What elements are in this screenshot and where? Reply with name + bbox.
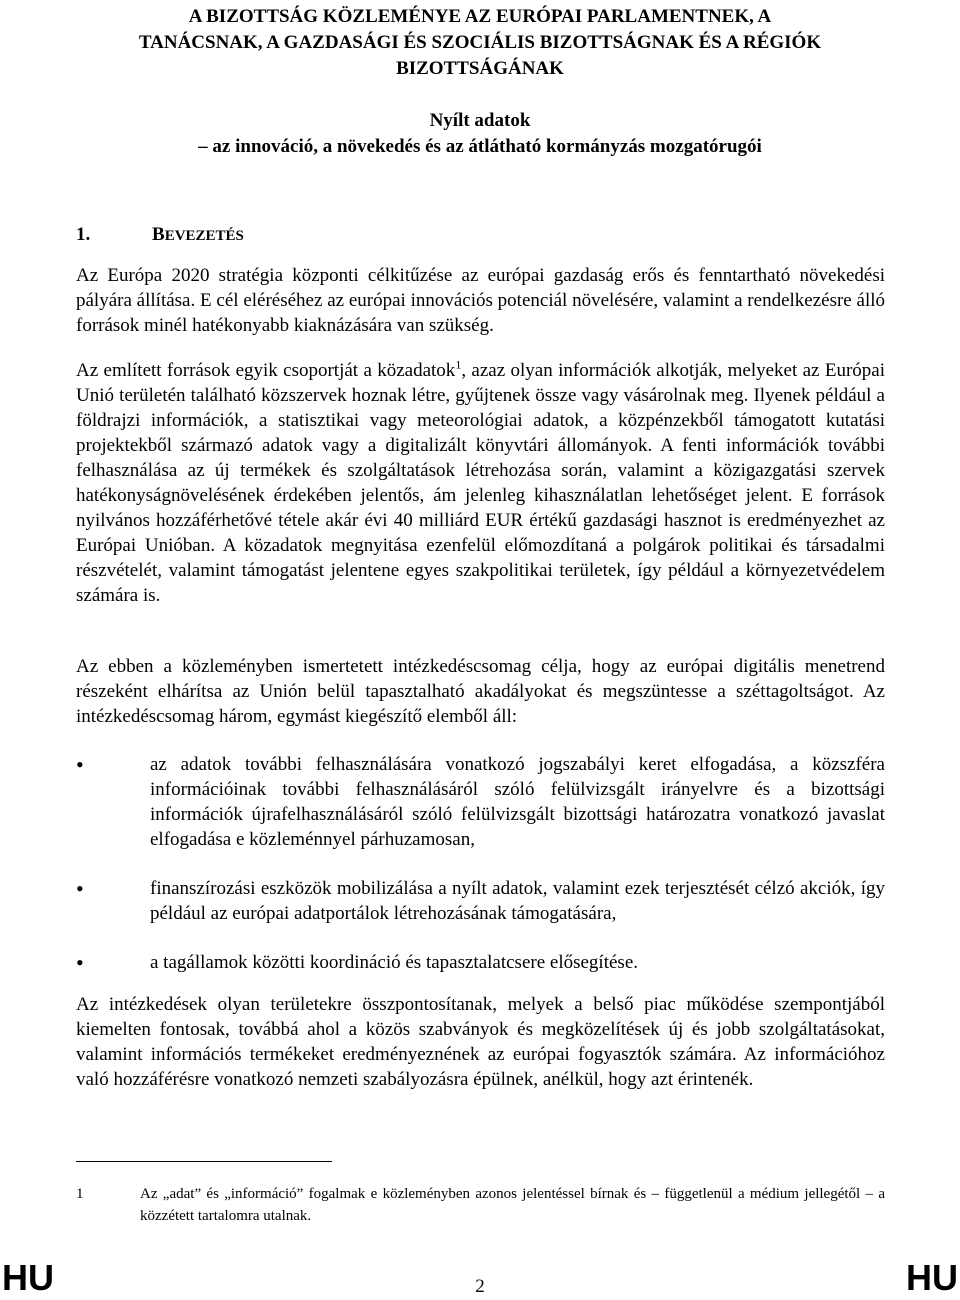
- title-line: BIZOTTSÁGÁNAK: [396, 58, 564, 79]
- section-title-initial: B: [152, 224, 165, 245]
- paragraph-text: [76, 358, 885, 608]
- paragraph-text-start: Az említett források egyik csoportját a közadatok: [76, 360, 456, 381]
- subtitle-line: Nyílt adatok: [429, 110, 531, 131]
- paragraph-public-data: [76, 358, 885, 608]
- bullet-icon: [76, 876, 96, 903]
- list-item-text: az adatok további felhasználására vonatkozó jogszabályi keret elfogadása, a közszféra információinak további felhasználásáról szóló felülvizsgált irányelvre és a bizottsági információk újrafelhasználásáról szóló felülvizsgált bizottsági határozatra vonatkozó javaslat elfogadása e közleménnyel párhuzamosan,: [150, 754, 885, 850]
- footnote-text: Az „adat” és „információ” fogalmak e közleményben azonos jelentéssel bírnak és – függetlenül a médium jellegétől – a közzétett tartalomra utalnak.: [140, 1186, 885, 1224]
- title-line: A BIZOTTSÁG KÖZLEMÉNYE AZ EURÓPAI PARLAMENTNEK, A: [188, 6, 772, 27]
- footnote-number: 1: [76, 1186, 84, 1202]
- footnote-divider: [76, 1161, 332, 1162]
- bullet-icon: [76, 752, 96, 779]
- paragraph-package: [76, 654, 885, 729]
- language-code-left: HU: [2, 1257, 54, 1298]
- document-subtitle: [60, 108, 900, 160]
- paragraph-text-end: , azaz olyan információk alkotják, melyeket az Európai Unió területén található közszervek hoznak létre, gyűjtenek össze vagy vásárolnak meg. Ilyenek például a földrajzi információk, a statisztikai vagy meteorológiai adatok, a közpénzekből támogatott kutatási projektekből származó adatok vagy a digitalizált könyvtári állományok. A fenti információk további felhasználása az új termékek és szolgáltatások létrehozása során, valamint a közigazgatási szervek hatékonyságnövelésének érdekében jelentős, ám jelenleg kihasználatlan lehetőséget jelent. E források nyilvános hozzáférhetővé tétele akár évi 40 milliárd EUR értékű gazdasági hasznot is eredményezhet az Európai Unióban. A közadatok megnyitása ezenfelül előmozdítaná a polgárok politikai és társadalmi részvételét, valamint támogatást jelentene egyes szakpolitikai területek, így például a környezetvédelem számára is.: [76, 360, 885, 606]
- bullet-icon: [76, 950, 96, 977]
- list-item: [76, 876, 885, 926]
- list-item-text: finanszírozási eszközök mobilizálása a nyílt adatok, valamint ezek terjesztését célzó akciók, így például az európai adatportálok létrehozásának támogatására,: [150, 878, 885, 924]
- footnote-reference[interactable]: 1: [455, 357, 462, 372]
- section-number: 1.: [76, 224, 91, 245]
- paragraph-focus: [76, 992, 885, 1092]
- page-number: 2: [475, 1276, 485, 1297]
- paragraph-text: Az ebben a közleményben ismertetett intézkedéscsomag célja, hogy az európai digitális menetrend részeként elhárítsa az Unión belül tapasztalható akadályokat és megszüntesse a széttagoltságot. Az intézkedéscsomag három, egymást kiegészítő elemből áll:: [76, 656, 885, 727]
- paragraph-intro: [76, 263, 885, 338]
- subtitle-line: – az innováció, a növekedés és az átlátható kormányzás mozgatórugói: [198, 136, 762, 157]
- measures-list: [76, 752, 885, 975]
- paragraph-text: Az intézkedések olyan területekre összpontosítanak, melyek a belső piac működése szempontjából kiemelten fontosak, továbbá ahol a közös szabványok és megközelítések új és jobb szolgáltatásokat, valamint információs termékeket eredményeznének az európai fogyasztók számára. Az információhoz való hozzáférésre vonatkozó nemzeti szabályozásra épülnek, anélkül, hogy azt érintenék.: [76, 994, 885, 1090]
- footnote: [76, 1183, 885, 1227]
- document-title: [60, 4, 900, 82]
- list-item-text: a tagállamok közötti koordináció és tapasztalatcsere elősegítése.: [150, 952, 638, 973]
- language-code-right: HU: [906, 1257, 958, 1298]
- list-item: [76, 752, 885, 852]
- paragraph-text: Az Európa 2020 stratégia központi célkitűzése az európai gazdaság erős és fenntartható növekedési pályára állítása. E cél eléréséhez az európai innovációs potenciál növelésére, valamint a rendelkezésre álló források minél hatékonyabb kiaknázására van szükség.: [76, 265, 885, 336]
- section-heading: [76, 222, 244, 249]
- list-item: [76, 950, 885, 975]
- title-line: TANÁCSNAK, A GAZDASÁGI ÉS SZOCIÁLIS BIZOTTSÁGNAK ÉS A RÉGIÓK: [138, 32, 822, 53]
- section-title-rest: EVEZETÉS: [164, 228, 244, 244]
